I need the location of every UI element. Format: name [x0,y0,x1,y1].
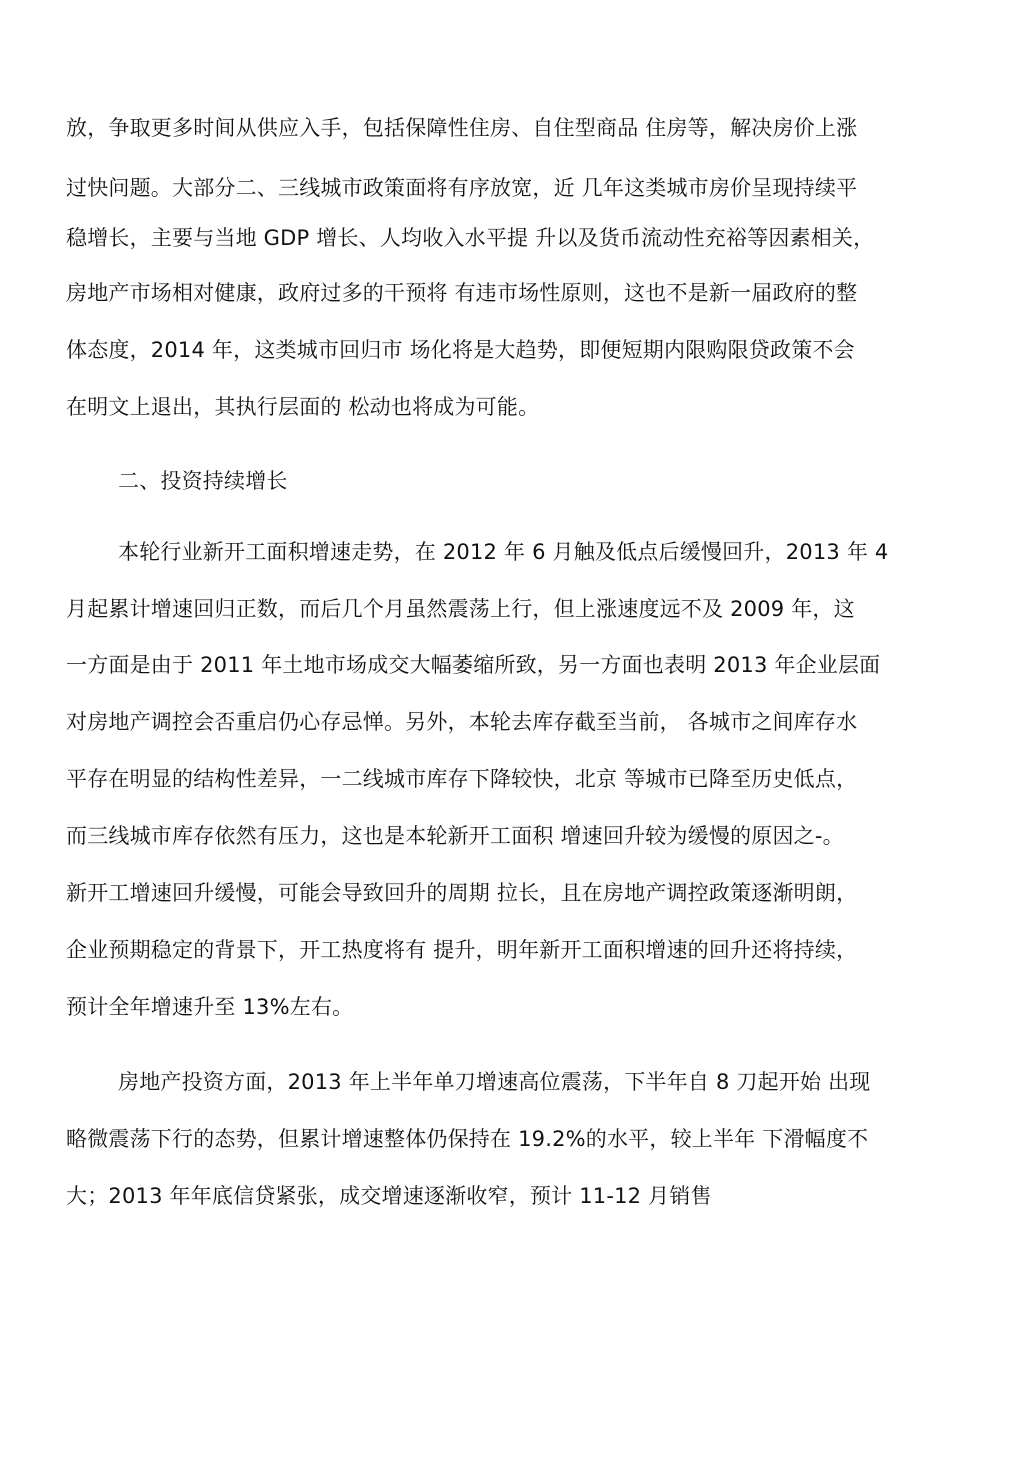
text-line: 月起累计增速回归正数，而后几个月虽然震荡上行，但上涨速度远不及 2009 年，这 [66,597,855,621]
text-line: 平存在明显的结构性差异，一二线城市库存下降较快，北京 等城市已降至历史低点， [66,767,858,791]
text-line: 本轮行业新开工面积增速走势，在 2012 年 6 月触及低点后缓慢回升，2013 年 4 [118,540,889,564]
text-line: 在明文上退出，其执行层面的 松动也将成为可能。 [66,395,540,419]
text-line: 体态度，2014 年，这类城市回归市 场化将是大趋势，即便短期内限购限贷政策不会 [66,338,855,362]
text-line: 新开工增速回升缓慢，可能会导致回升的周期 拉长，且在房地产调控政策逐渐明朗， [66,881,858,905]
text-line: 预计全年增速升至 13%左右。 [66,995,354,1019]
text-line: 而三线城市库存依然有压力，这也是本轮新开工面积 增速回升较为缓慢的原因之-。 [66,824,844,848]
text-line: 房地产市场相对健康，政府过多的干预将 有违市场性原则，这也不是新一届政府的整 [66,281,858,305]
text-line: 大；2013 年年底信贷紧张，成交增速逐渐收窄，预计 11-12 月销售 [66,1184,712,1208]
text-line: 房地产投资方面，2013 年上半年单刀增速高位震荡，下半年自 8 刀起开始 出现 [118,1070,871,1094]
text-line: 放，争取更多时间从供应入手，包括保障性住房、自住型商品 住房等，解决房价上涨 [66,116,858,140]
text-line: 略微震荡下行的态势，但累计增速整体仍保持在 19.2%的水平，较上半年 下滑幅度不 [66,1127,869,1151]
section-heading: 二、投资持续增长 [118,469,288,493]
text-line: 稳增长，主要与当地 GDP 增长、人均收入水平提 升以及货币流动性充裕等因素相关， [66,226,875,250]
text-line: 过快问题。大部分二、三线城市政策面将有序放宽，近 几年这类城市房价呈现持续平 [66,176,858,200]
text-line: 对房地产调控会否重启仍心存忌惮。另外，本轮去库存截至当前， 各城市之间库存水 [66,710,858,734]
text-line: 企业预期稳定的背景下，开工热度将有 提升，明年新开工面积增速的回升还将持续， [66,938,858,962]
text-line: 一方面是由于 2011 年土地市场成交大幅萎缩所致，另一方面也表明 2013 年企业层面 [66,653,881,677]
